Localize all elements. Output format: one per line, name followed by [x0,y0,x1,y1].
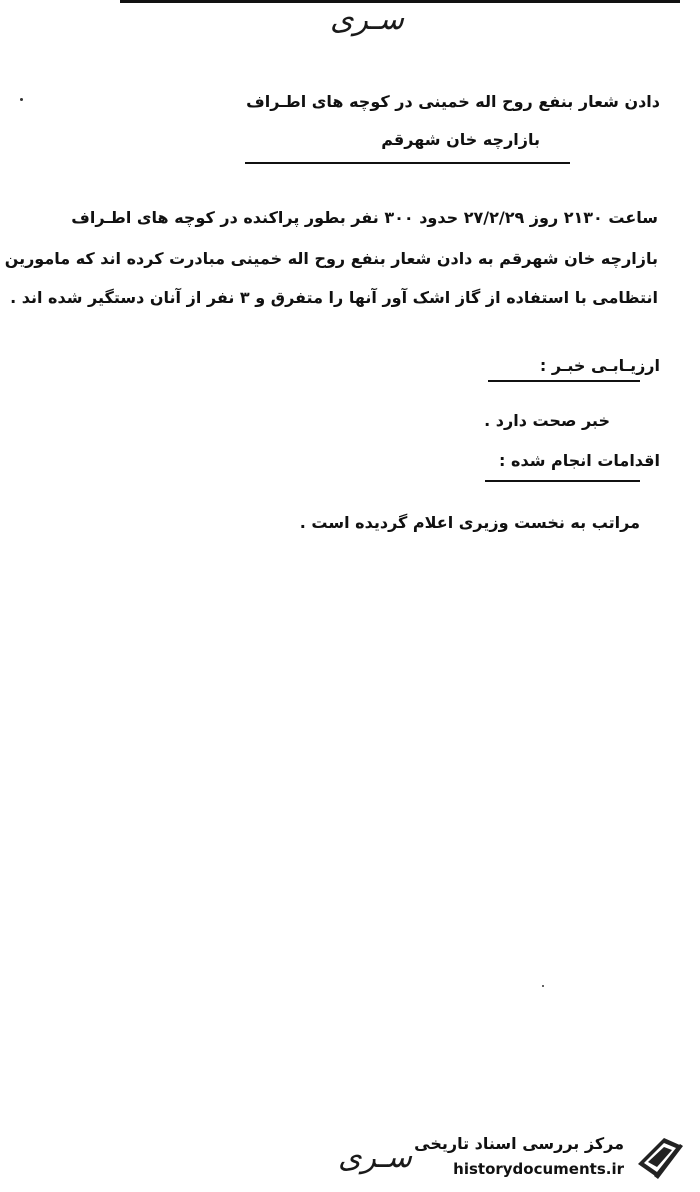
document-title-line2: بازارچه خان شهرقم [381,130,540,149]
actions-heading: اقدامات انجام شده : [499,451,660,470]
body-line-2: بازارچه خان شهرقم به دادن شعار بنفع روح اله خمینی مبادرت کرده اند که مامورین [4,249,658,268]
evaluation-text: خبر صحت دارد . [484,411,610,430]
body-line-3: انتظامی با استفاده از گاز اشک آور آنها را متفرق و ۳ نفر از آنان دستگیر شده اند . [10,288,658,307]
paper-speck [542,985,544,987]
evaluation-heading-underline [488,380,640,382]
document-title-line1: دادن شعار بنفع روح اله خمینی در کوچه های اطـراف [246,92,660,111]
actions-text: مراتب به نخست وزیری اعلام گردیده است . [299,513,640,532]
paper-speck [20,98,23,101]
classification-stamp-bottom: سـری [338,1140,412,1175]
classification-stamp-top: سـری [330,2,404,37]
actions-heading-underline [485,480,640,482]
body-line-1: ساعت ۲۱۳۰ روز ۲۷/۲/۲۹ حدود ۳۰۰ نفر بطور پراکنده در کوچه های اطـراف [71,208,658,227]
watermark-persian-text: مرکز بررسی اسناد تاریخی [414,1134,624,1153]
evaluation-heading: ارزیـابـی خبـر : [539,356,660,375]
archive-logo-icon [634,1134,686,1182]
watermark-site: historydocuments.ir [453,1160,624,1178]
title-underline [245,162,570,164]
